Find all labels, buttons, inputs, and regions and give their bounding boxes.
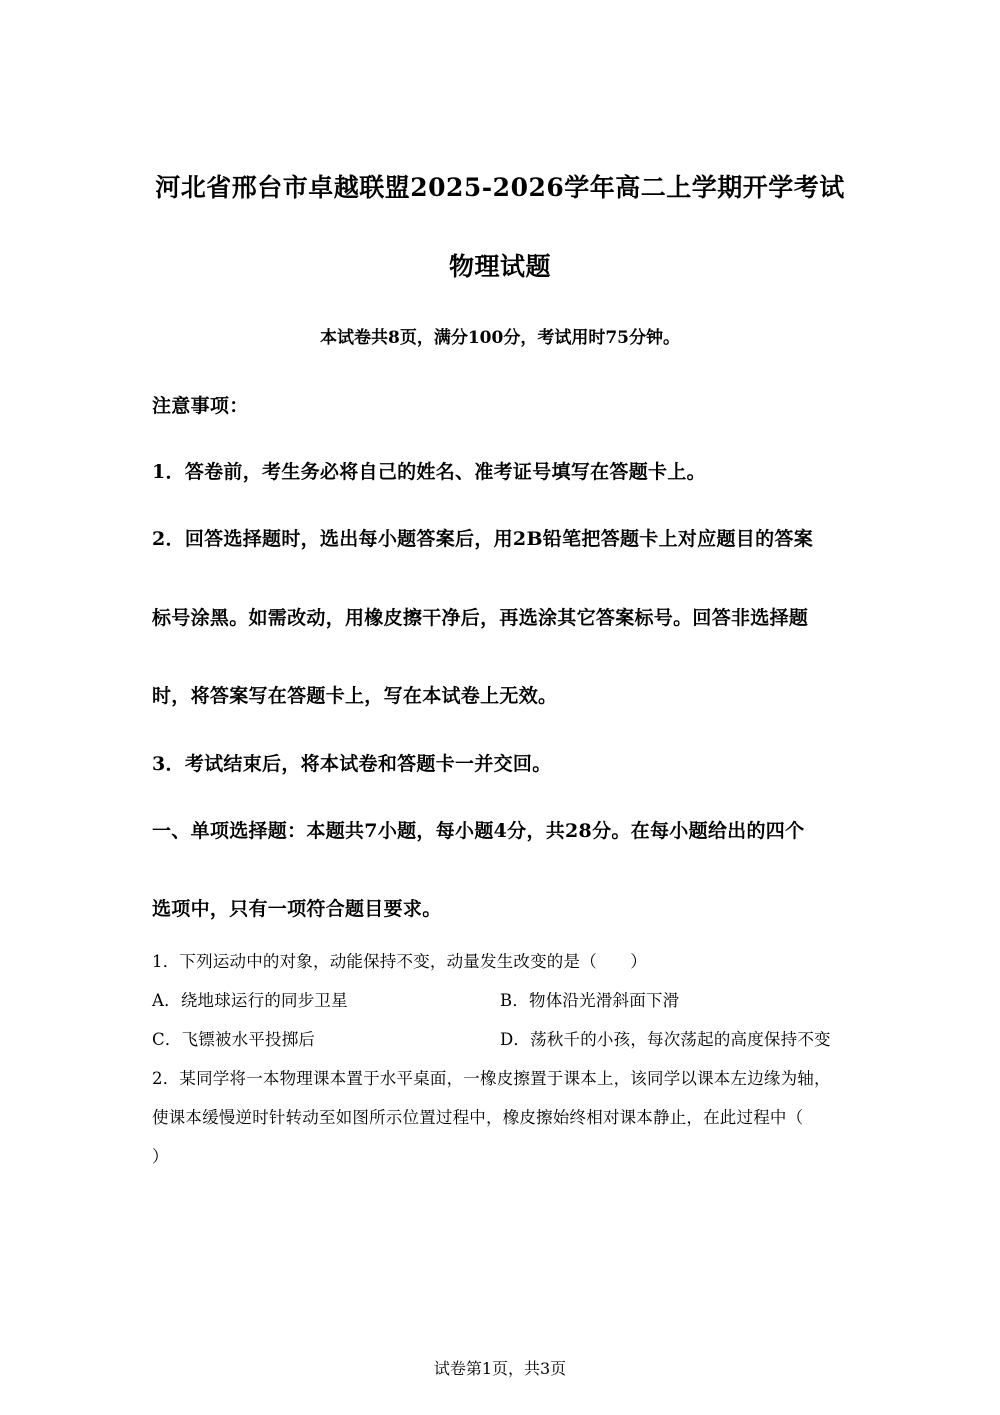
notice-line: 1．答卷前，考生务必将自己的姓名、准考证号填写在答题卡上。	[152, 461, 706, 483]
section-heading: 一、单项选择题：本题共7小题，每小题4分，共28分。在每小题给出的四个	[152, 820, 805, 842]
notice-heading: 注意事项：	[152, 395, 249, 417]
question-2-stem: 2．某同学将一本物理课本置于水平桌面，一橡皮擦置于课本上，该同学以课本左边缘为轴，	[152, 1069, 831, 1088]
notice-line: 3．考试结束后，将本试卷和答题卡一并交回。	[152, 753, 552, 775]
question-1-option-b: B．物体沿光滑斜面下滑	[500, 991, 680, 1010]
question-1-stem: 1．下列运动中的对象，动能保持不变，动量发生改变的是（ ）	[152, 952, 647, 971]
question-1-option-a: A．绕地球运行的同步卫星	[152, 991, 348, 1010]
notice-line: 时，将答案写在答题卡上，写在本试卷上无效。	[152, 685, 558, 707]
question-2-stem: 使课本缓慢逆时针转动至如图所示位置过程中，橡皮擦始终相对课本静止，在此过程中（	[152, 1108, 804, 1127]
subject-title: 物理试题	[448, 252, 551, 281]
question-1-option-d: D．荡秋千的小孩，每次荡起的高度保持不变	[500, 1030, 831, 1049]
notice-line: 2．回答选择题时，选出每小题答案后，用2B铅笔把答题卡上对应题目的答案	[152, 528, 814, 550]
question-1-option-c: C．飞镖被水平投掷后	[152, 1030, 316, 1049]
exam-title: 河北省邢台市卓越联盟2025-2026学年高二上学期开学考试	[155, 173, 845, 202]
question-2-stem: ）	[152, 1147, 169, 1166]
exam-info: 本试卷共8页，满分100分，考试用时75分钟。	[320, 328, 680, 348]
page-footer: 试卷第1页，共3页	[433, 1359, 567, 1378]
notice-line: 标号涂黑。如需改动，用橡皮擦干净后，再选涂其它答案标号。回答非选择题	[152, 607, 809, 629]
section-heading: 选项中，只有一项符合题目要求。	[152, 898, 442, 920]
